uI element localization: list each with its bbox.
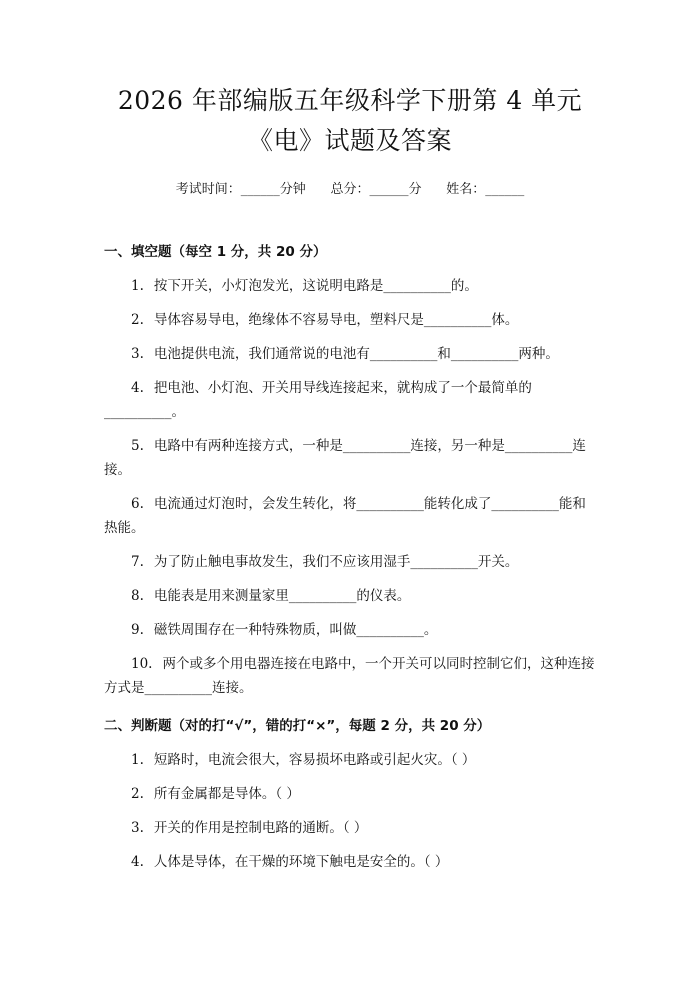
question-item [104, 618, 596, 642]
question-text: 短路时，电流会很大，容易损坏电路或引起火灾。（ ） [153, 752, 476, 768]
question-text: 导体容易导电，绝缘体不容易导电，塑料尺是__________体。 [153, 312, 519, 328]
question-number: 3. [131, 346, 144, 362]
question-item [104, 274, 596, 298]
question-number: 2. [131, 786, 144, 802]
question-text: 电池提供电流，我们通常说的电池有__________和__________两种。 [153, 346, 559, 362]
question-item [104, 492, 596, 540]
question-text: 开关的作用是控制电路的通断。（ ） [153, 820, 368, 836]
question-item [104, 376, 596, 424]
question-text: 两个或多个用电器连接在电路中，一个开关可以同时控制它们，这种连接方式是__________连接。 [104, 656, 595, 696]
question-number: 3. [131, 820, 144, 836]
question-text: 为了防止触电事故发生，我们不应该用湿手__________开关。 [153, 554, 519, 570]
question-number: 4. [131, 854, 144, 870]
question-item [104, 782, 596, 806]
exam-page [0, 82, 700, 987]
question-item [104, 748, 596, 772]
question-item [104, 816, 596, 840]
question-number: 1. [131, 278, 144, 294]
question-number: 9. [131, 622, 144, 638]
section-heading-true-false: 二、判断题（对的打“√”，错的打“×”，每题 2 分，共 20 分） [104, 718, 491, 734]
exam-info: 考试时间：______分钟 总分：______分 姓名：______ [175, 182, 525, 197]
question-text: 把电池、小灯泡、开关用导线连接起来，就构成了一个最简单的__________。 [104, 380, 532, 420]
question-item [104, 652, 596, 700]
section-heading-fill-blank: 一、填空题（每空 1 分，共 20 分） [104, 244, 327, 260]
question-number: 6. [131, 496, 144, 512]
question-text: 磁铁周围存在一种特殊物质，叫做__________。 [153, 622, 438, 638]
question-number: 1. [131, 752, 144, 768]
question-item [104, 850, 596, 874]
true-false-list [104, 748, 596, 874]
question-number: 2. [131, 312, 144, 328]
question-text: 电能表是用来测量家里__________的仪表。 [153, 588, 411, 604]
question-item [104, 434, 596, 482]
question-item [104, 584, 596, 608]
question-item [104, 550, 596, 574]
question-number: 8. [131, 588, 144, 604]
question-text: 电流通过灯泡时，会发生转化，将__________能转化成了__________能和热能。 [104, 496, 586, 536]
title-line-1: 2026 年部编版五年级科学下册第 4 单元 [117, 86, 583, 115]
question-item [104, 342, 596, 366]
question-text: 按下开关，小灯泡发光，这说明电路是__________的。 [153, 278, 478, 294]
question-text: 电路中有两种连接方式，一种是__________连接，另一种是__________连接。 [104, 438, 586, 478]
question-number: 5. [131, 438, 144, 454]
fill-blank-list [104, 274, 596, 700]
question-text: 人体是导体，在干燥的环境下触电是安全的。（ ） [153, 854, 449, 870]
question-number: 4. [131, 380, 144, 396]
title-line-2: 《电》试题及答案 [247, 126, 452, 155]
question-item [104, 308, 596, 332]
question-text: 所有金属都是导体。（ ） [153, 786, 300, 802]
question-number: 7. [131, 554, 144, 570]
question-number: 10. [131, 656, 153, 672]
